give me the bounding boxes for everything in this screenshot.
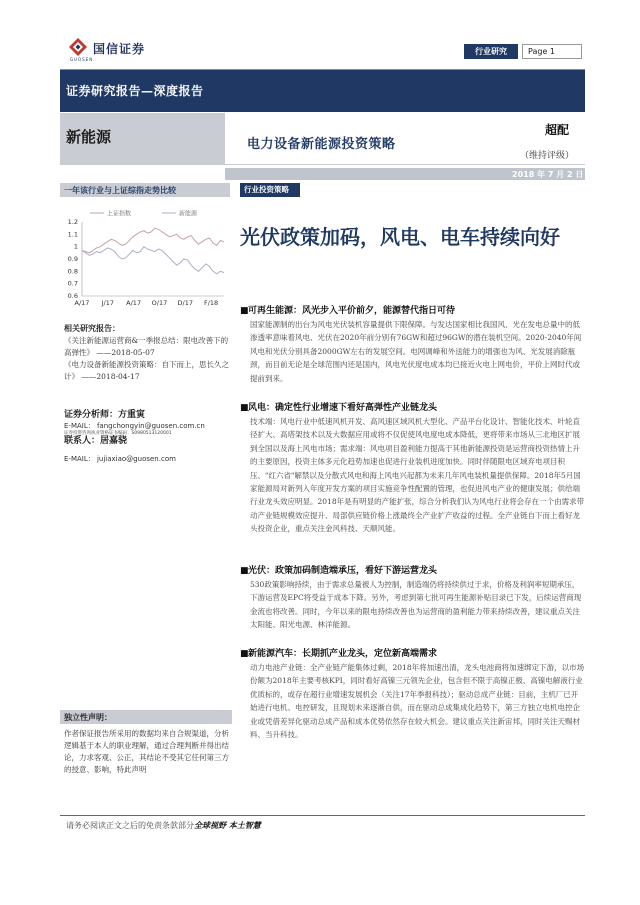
x-tick-label: J/17 (101, 299, 115, 307)
y-tick-label: 0.9 (67, 255, 78, 263)
section-title-text: 风电：确定性行业增速下看好高弹性产业链龙头 (248, 403, 438, 413)
y-tick-label: 1 (73, 242, 78, 251)
disclaimer-title: 独立性声明： (64, 712, 112, 722)
section-title (240, 563, 437, 576)
industry-research-tag: 行业研究 (464, 44, 518, 59)
bullet-icon: ■ (240, 306, 249, 316)
y-tick-label: 1.2 (67, 218, 78, 226)
x-tick-label: A/17 (74, 299, 90, 307)
disclaimer-body: 作者保证报告所采用的数据均来自合规渠道，分析逻辑基于本人的职业理解，通过合理判断并得出结论，力求客观、公正，其结论不受其它任何第三方的授意、影响，特此声明 (64, 729, 229, 774)
related-report-item[interactable]: 《关注新能源运营商&一季报总结：限电改善下的高弹性》 ——2018-05-07 (64, 336, 229, 357)
section-title-text: 新能源汽车：长期抓产业龙头，定位新高端需求 (248, 649, 438, 659)
strategy-tag: 行业投资策略 (240, 183, 300, 197)
y-tick-label: 1.1 (67, 230, 78, 239)
report-type: 证券研究报告—深度报告 (66, 84, 204, 98)
legend-label: 新能源 (179, 210, 198, 218)
y-tick-label: 0.6 (67, 292, 78, 300)
footer-slogan: 全球视野 本土智慧 (194, 820, 261, 830)
x-tick-label: O/17 (151, 299, 168, 307)
y-tick-label: 0.7 (67, 279, 78, 288)
page-number: Page 1 (522, 44, 582, 59)
analyst-name: 证券分析师：方重寅 (64, 410, 146, 420)
section-title (240, 303, 455, 316)
rating: 超配 (545, 123, 570, 137)
section-title (240, 400, 437, 413)
section-body: 530政策影响持续，由于需求总量被人为控制，制造端仍将持续供过于求，价格及利润率短期承压，下游运营及EPC将受益于成本下降。另外，考虑到第七批可再生能源补贴目录已下发，后续运营商现金流也将改善。同时，今年以来的限电持续改善也为运营商的盈利能力带来持续改善，建议重点关注太阳能、阳光电源、林洋能源。 (250, 580, 582, 630)
bullet-icon: ■ (240, 566, 249, 576)
section-body: 动力电池产业链：全产业链产能集体过剩，2018年将加速出清，龙头电池商将加速绑定下游，以市场份额为2018年主要考核KPI，同时看好高镍三元领先企业，包含但不限于高镍正极、高镍电解液行业优质标的，或存在超行业增速发展机会（关注17年季报科技）；驱动总成产业链：目前，主机厂已开始进行电机、电控研发，且现划未来逐渐自供，而在驱动总成集成化趋势下，第三方独立电机电控企业或凭借差异化驱动总成产品和成本优势依然存在较大机会。建议重点关注新宙邦，同时关注天赐材料、当升科技。 (250, 663, 585, 740)
guosen-logo-icon (68, 37, 88, 57)
related-report-item[interactable]: 《电力设备新能源投资策略：自下而上，思长久之计》 ——2018-04-17 (64, 360, 229, 381)
analyst-email[interactable]: E-MAIL： fangchongyin@guosen.com.cn (64, 422, 205, 430)
footer-divider (60, 815, 585, 816)
related-reports-title: 相关研究报告： (64, 323, 120, 333)
section-title-text: 光伏：政策加码制造端承压，看好下游运营龙头 (248, 566, 438, 576)
logo-en-text: GUOSEN (70, 57, 94, 62)
section-title (240, 646, 437, 659)
bullet-icon: ■ (240, 649, 249, 659)
contact-email[interactable]: E-MAIL： jujiaxiao@guosen.com (64, 455, 176, 463)
series-line (82, 247, 224, 274)
section-title-text: 可再生能源：风光步入平价前夕，能源替代指日可待 (248, 306, 456, 316)
logo-text: 国信证券 (93, 42, 146, 56)
footer-disclaimer-text: 请务必阅读正文之后的免责条款部分 (66, 821, 194, 830)
document-title: 电力设备新能源投资策略 (247, 137, 396, 152)
section-body: 国家能源制的出台为风电光伏装机容量提供下限保障。与发达国家相比我国风、光在发电总量中的低渗透率意味着风电、光伏在2020年前分别有76GW和超过96GW的潜在装机空间。2020-2040年间风电和光伏分别具备2000GW左右的发展空间。电网调峰和外送能力的增强也为风、光发展消除瓶颈，而目前无论是全球范围内还是国内，风电光伏度电成本均已接近火电上网电价，平价上网时代或提前到来。 (250, 320, 582, 383)
headline: 光伏政策加码，风电、电车持续向好 (240, 225, 560, 249)
analyst-cert: 证券投资咨询执业资格证书编码：S0980513120001 (64, 431, 172, 436)
y-tick-label: 0.8 (67, 267, 78, 276)
footer-note (66, 820, 261, 831)
section-body: 技术端：风电行业中低速风机开发、高风速区域风机大型化、产品平台化设计、智能化技术、叶轮直径扩大、高塔架技术以及大数据应用或将不仅促使风电度电成本降低，更将带来市场从三北地区扩展到全国以及海上风电市场；需求端：风电项目盈利能力提高于其他新能源投资是运营商投资热情上升的主要原因，投资主体多元化趋势加速也促进行业装机进度加快。同时伴随限电区域弃电项目积压、"红六省"解禁以及分散式风电和海上风电兴起都为未来几年风电装机量提供保障。2018年5月国家能源局对新列入年度开发方案的项目实施竞争性配置的管理，也促进风电产业的健康发展；供给端行业龙头效应明显。2018年是有明显的产能扩张，综合分析我们认为风电行业将会存在一个由需求带动产业链规模效应提升、局部供应链价格上涨最终全产业扩产收益的过程。全产业链自下而上看好龙头投资企业，重点关注金风科技、天顺风能。 (250, 417, 585, 534)
x-tick-label: A/17 (126, 299, 142, 307)
x-tick-label: D/17 (177, 299, 194, 307)
contact-name: 联系人：居嘉骁 (64, 436, 128, 446)
performance-chart (60, 200, 232, 312)
sector-title: 新能源 (66, 128, 112, 146)
x-tick-label: F/18 (203, 299, 219, 307)
logo (68, 37, 152, 63)
legend-label: 上证指数 (107, 210, 132, 218)
series-line (82, 228, 224, 253)
chart-title: 一年该行业与上证综指走势比较 (64, 185, 176, 195)
report-date: 2018 年 7 月 2 日 (512, 170, 584, 179)
rating-note: （维持评级） (520, 151, 575, 161)
bullet-icon: ■ (240, 403, 249, 413)
